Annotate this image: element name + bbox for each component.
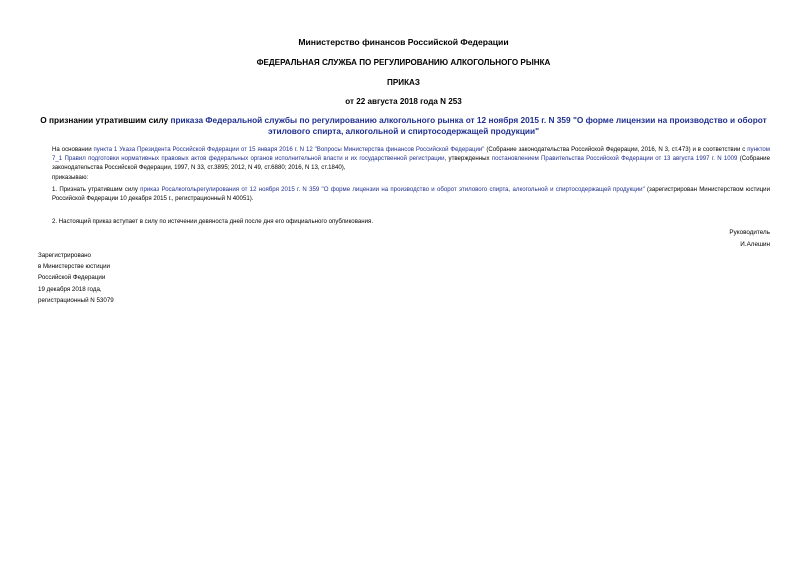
signature-name: И.Алешин [740,241,770,248]
revoked-order-link[interactable]: приказ Росалкогольрегулирования от 12 ноября 2015 г. N 359 "О форме лицензии на производство и оборот этилового спирта, алкогольной и спиртосодержащей продукции" [140,186,645,193]
registration-line-2: в Министерстве юстиции [38,263,111,271]
rules-link[interactable]: пунктом 7_1 Правил подготовки нормативных правовых актов федеральных органов исполнительной власти и их государственной регистрации [52,146,770,163]
title-link[interactable]: приказа Федеральной службы по регулированию алкогольного рынка от 12 ноября 2015 г. N 359 "О форме лицензии на производство и оборот этилового спирта, алкогольной и спиртосодержащей продукции" [170,115,767,136]
title-prefix: О признании утратившим силу [40,115,171,125]
preamble-text-1: На основании [52,146,94,153]
preamble-text-4: (Собрание законодательства Российской Федерации, 1997, N 33, ст.3895; 2012, N 49, ст.6880; 2016, N 13, ст.1840), [52,155,770,172]
item-1-text-2: (зарегистрирован Министерством юстиции Российской Федерации 10 декабря 2015 г., регистрационный N 40051). [52,186,770,203]
item-2-text: 2. Настоящий приказ вступает в силу по истечении девяноста дней после дня его официального опубликования. [52,218,374,225]
preamble-text-2: (Собрание законодательства Российской Федерации, 2016, N 3, ст.473) и в соответствии с [484,146,748,153]
order-word: приказываю: [52,173,89,181]
registration-block [38,250,114,306]
doc-type-heading: ПРИКАЗ [387,78,420,87]
preamble-text-3: , утвержденных [444,155,492,163]
decree-link[interactable]: пункта 1 Указа Президента Российской Федерации от 15 января 2016 г. N 12 "Вопросы Министерства финансов Российской Федерации" [93,146,485,153]
registration-line-1: Зарегистрировано [38,252,91,259]
item-1-text-1: 1. Признать утратившим силу [52,186,141,193]
signature-block [729,227,770,251]
government-resolution-link[interactable]: постановлением Правительства Российской Федерации от 13 августа 1997 г. N 1009 [491,155,738,163]
registration-line-5: регистрационный N 53079 [38,296,114,304]
preamble-paragraph [38,145,770,182]
doc-date-heading: от 22 августа 2018 года N 253 [345,97,462,106]
signature-position: Руководитель [729,229,770,236]
item-1-paragraph [38,185,770,203]
ministry-heading: Министерство финансов Российской Федерации [298,37,509,47]
document-title [30,115,777,137]
registration-line-3: Российской Федерации [38,274,106,282]
item-2-paragraph [38,217,770,226]
service-heading: ФЕДЕРАЛЬНАЯ СЛУЖБА ПО РЕГУЛИРОВАНИЮ АЛКОГОЛЬНОГО РЫНКА [256,58,551,67]
registration-line-4: 19 декабря 2018 года, [38,285,102,293]
